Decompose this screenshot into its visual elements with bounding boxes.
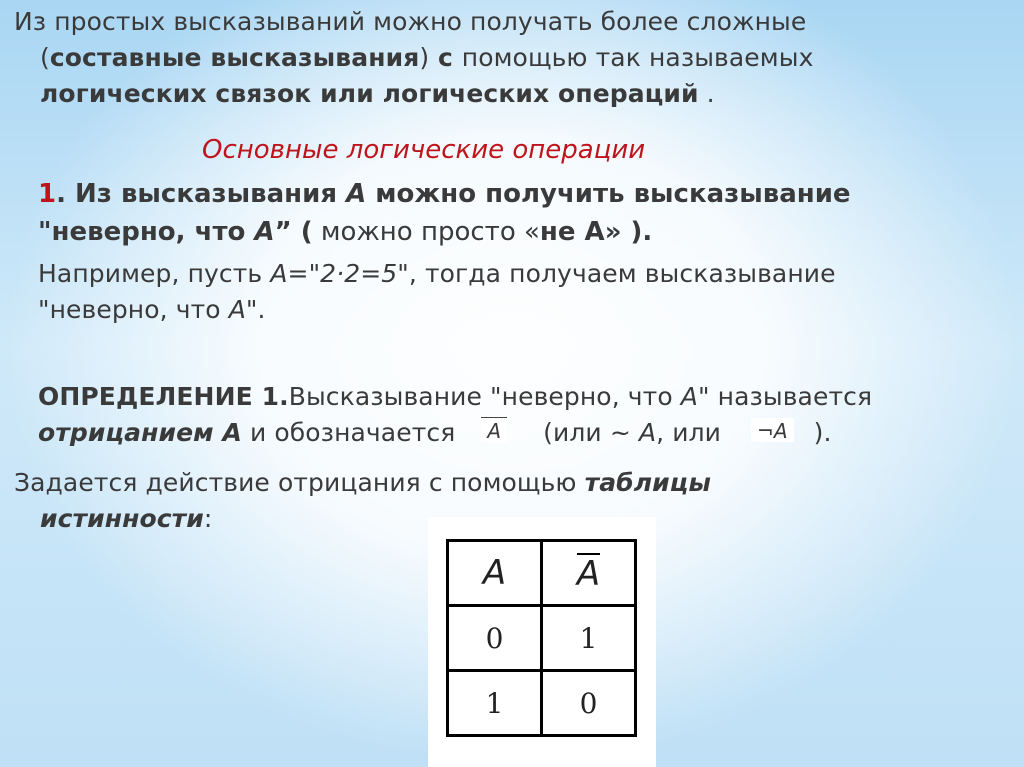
operation-1-line-1: 1. Из высказывания А можно получить высказывание <box>38 179 851 209</box>
cell-not-a: 1 <box>542 606 636 671</box>
operation-number: 1 <box>38 179 57 209</box>
definition-label: ОПРЕДЕЛЕНИЕ 1. <box>38 382 289 411</box>
negation-bar-symbol: А <box>481 417 507 442</box>
header-not-a: A <box>542 541 636 606</box>
operation-1 <box>38 175 998 251</box>
table-row <box>448 606 636 671</box>
example-line-1: Например, пусть А="2·2=5", тогда получаем высказывание <box>38 259 836 288</box>
definition-line-2: отрицанием А и обозначается А (или ~ А, или ¬А ). <box>38 418 832 447</box>
intro-paragraph <box>14 4 914 112</box>
truth-table-header-row <box>448 541 636 606</box>
term-compound-statements: составные высказывания <box>49 43 420 72</box>
truth-table-intro-line-1: Задается действие отрицания с помощью таблицы <box>14 468 712 497</box>
cell-a: 1 <box>448 671 542 736</box>
term-logical-connectives: логических связок или логических операций <box>40 79 699 108</box>
example-paragraph <box>38 256 998 328</box>
term-truth-table: истинности <box>40 504 204 533</box>
negation-not-symbol: ¬А <box>751 418 794 442</box>
term-negation: отрицанием А <box>38 418 242 447</box>
truth-table-panel <box>428 517 656 767</box>
truth-table-intro-line-2: истинности: <box>40 504 213 533</box>
truth-table <box>446 539 637 737</box>
example-line-2: "неверно, что А". <box>38 295 266 324</box>
intro-line-1: Из простых высказываний можно получать более сложные <box>14 7 807 36</box>
cell-a: 0 <box>448 606 542 671</box>
table-row <box>448 671 636 736</box>
cell-not-a: 0 <box>542 671 636 736</box>
example-formula: А="2·2=5" <box>270 259 409 288</box>
section-heading: Основные логические операции <box>202 135 646 165</box>
definition-paragraph <box>38 379 998 451</box>
definition-line-1: ОПРЕДЕЛЕНИЕ 1.Высказывание "неверно, что А" называется <box>38 382 873 411</box>
header-a: A <box>448 541 542 606</box>
intro-line-3: логических связок или логических операций . <box>40 79 715 108</box>
operation-1-line-2: "неверно, что А” ( можно просто «не А» ). <box>38 217 653 247</box>
intro-line-2: (составные высказывания) с помощью так называемых <box>40 43 814 72</box>
